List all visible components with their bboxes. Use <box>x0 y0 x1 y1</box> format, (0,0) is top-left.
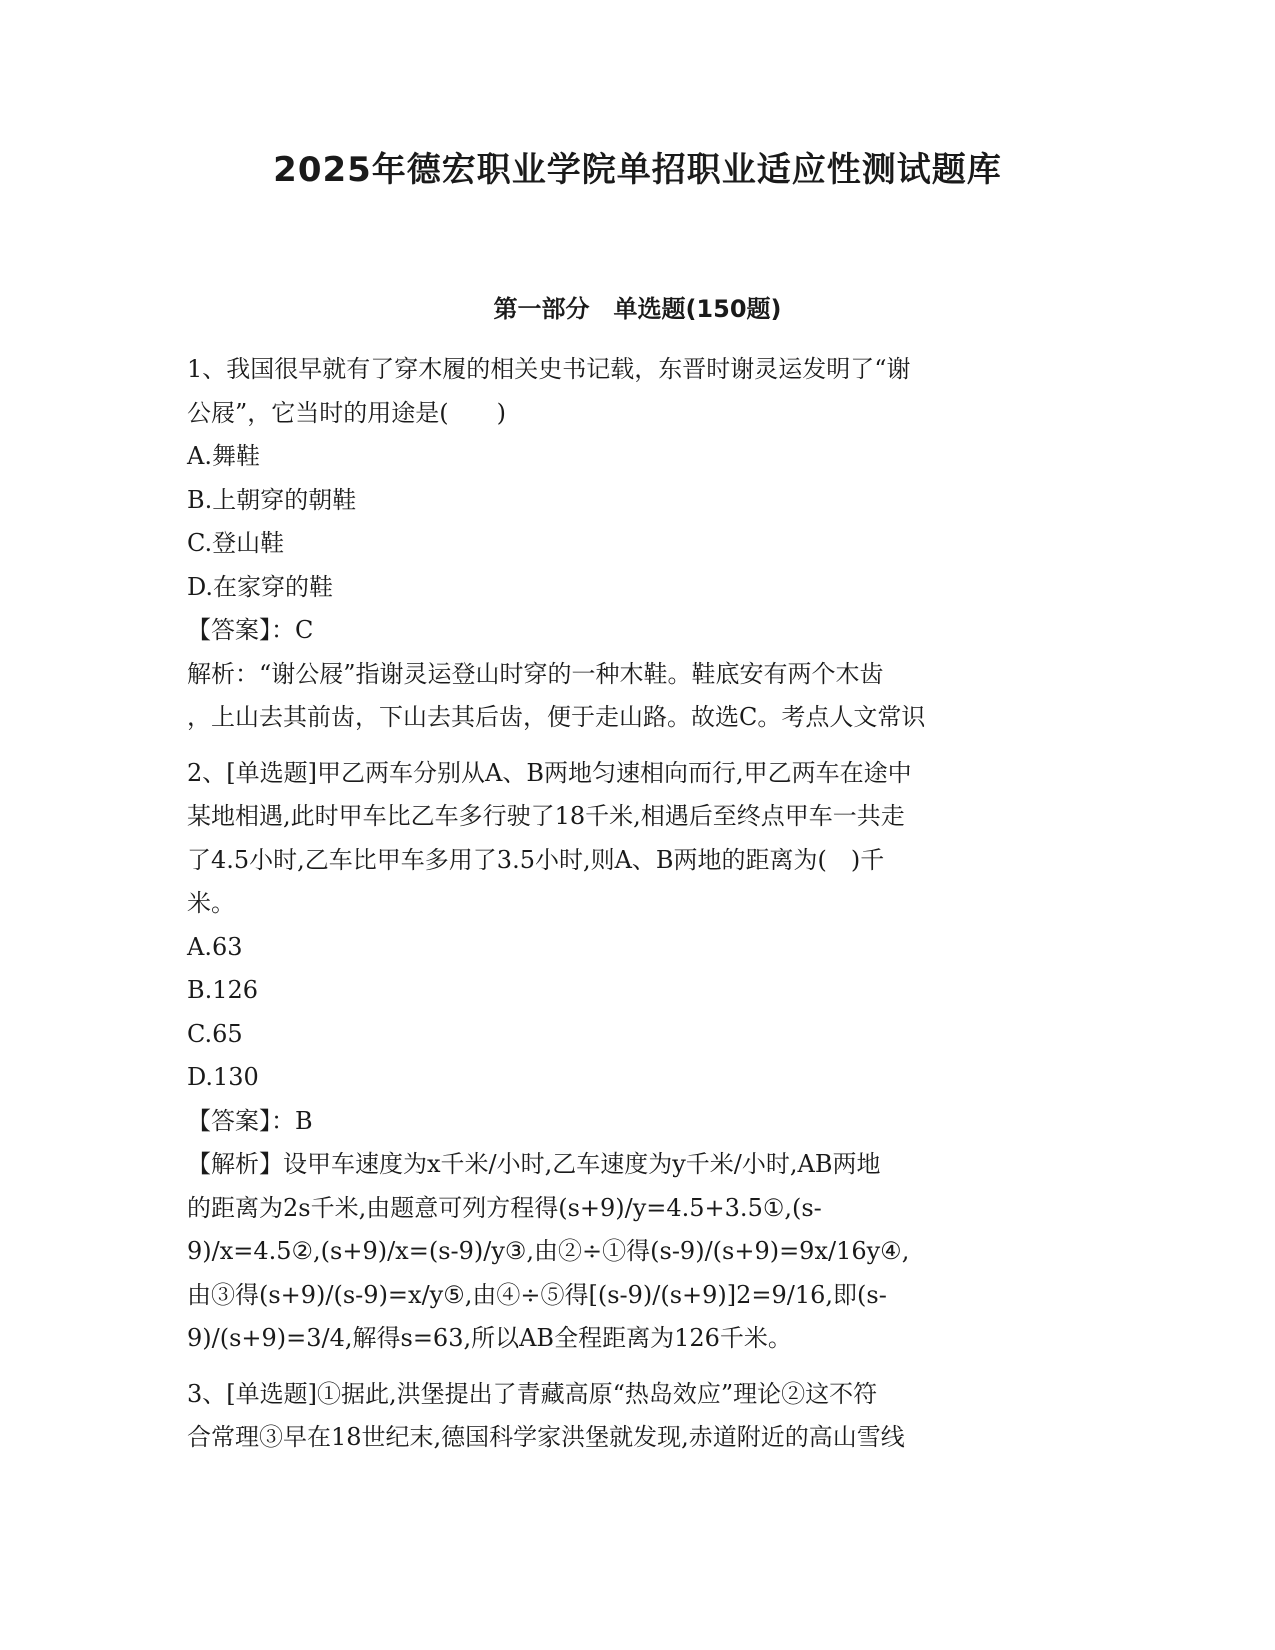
explanation-line: 的距离为2s千米,由题意可列方程得(s+9)/y=4.5+3.5①,(s- <box>187 1193 822 1222</box>
question-stem-line: 合常理③早在18世纪末,德国科学家洪堡就发现,赤道附近的高山雪线 <box>187 1423 905 1451</box>
question-stem-line: 某地相遇,此时甲车比乙车多行驶了18千米,相遇后至终点甲车一共走 <box>187 802 905 830</box>
question-1 <box>187 348 1087 740</box>
explanation-line: 解析：“谢公屐”指谢灵运登山时穿的一种木鞋。鞋底安有两个木齿 <box>187 659 884 688</box>
explanation-line: 9)/(s+9)=3/4,解得s=63,所以AB全程距离为126千米。 <box>187 1324 792 1352</box>
question-2 <box>187 752 1087 1361</box>
option-c: C.登山鞋 <box>187 529 285 557</box>
question-stem-line: 1、我国很早就有了穿木履的相关史书记载，东晋时谢灵运发明了“谢 <box>187 355 911 383</box>
explanation-line: 由③得(s+9)/(s-9)=x/y⑤,由④÷⑤得[(s-9)/(s+9)]2=9/16,即(s- <box>187 1280 887 1309</box>
option-d: D.在家穿的鞋 <box>187 572 334 601</box>
option-b: B.126 <box>187 976 259 1004</box>
document-title: 2025年德宏职业学院单招职业适应性测试题库 <box>273 150 1002 190</box>
question-stem-line: 公屐”，它当时的用途是( ) <box>187 398 506 427</box>
question-stem-line: 了4.5小时,乙车比甲车多用了3.5小时,则A、B两地的距离为( )千 <box>187 845 885 874</box>
option-a: A.舞鞋 <box>187 442 260 470</box>
option-c: C.65 <box>187 1019 243 1048</box>
section-title: 第一部分 单选题(150题) <box>493 295 782 323</box>
option-d: D.130 <box>187 1063 259 1091</box>
answer-line: 【答案】：C <box>187 616 314 644</box>
explanation-line: ，上山去其前齿，下山去其后齿，便于走山路。故选C。考点人文常识 <box>187 703 926 731</box>
answer-line: 【答案】：B <box>187 1106 313 1135</box>
explanation-line: 9)/x=4.5②,(s+9)/x=(s-9)/y③,由②÷①得(s-9)/(s+9)=9x/16y④, <box>187 1237 910 1265</box>
question-stem-line: 2、[单选题]甲乙两车分别从A、B两地匀速相向而行,甲乙两车在途中 <box>187 758 912 787</box>
question-stem-line: 米。 <box>187 889 235 917</box>
question-3 <box>187 1373 1087 1460</box>
question-stem-line: 3、[单选题]①据此,洪堡提出了青藏高原“热岛效应”理论②这不符 <box>187 1379 878 1408</box>
explanation-line: 【解析】设甲车速度为x千米/小时,乙车速度为y千米/小时,AB两地 <box>187 1150 881 1178</box>
option-b: B.上朝穿的朝鞋 <box>187 485 357 514</box>
option-a: A.63 <box>187 932 243 961</box>
question-list <box>187 348 1087 1472</box>
